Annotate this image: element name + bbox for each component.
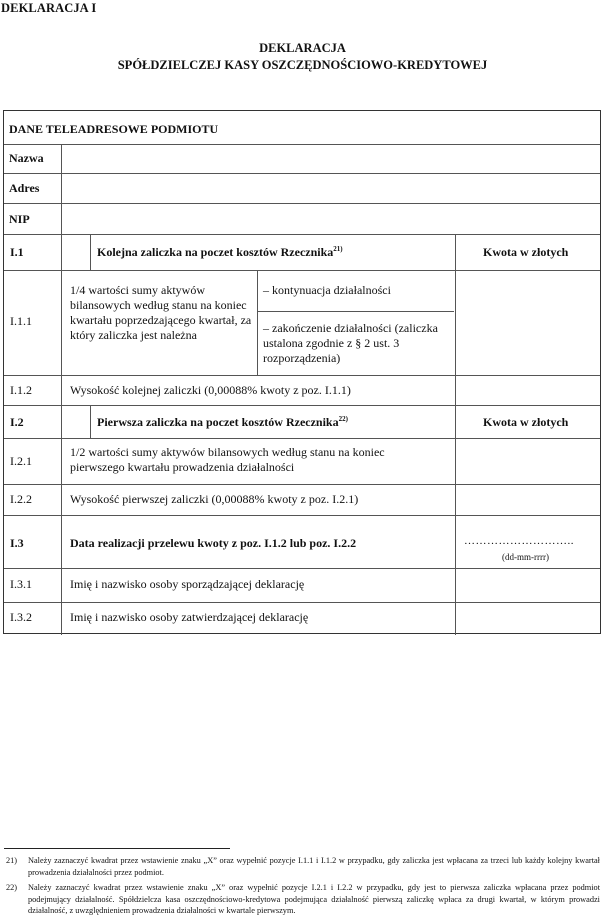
row-divider	[4, 173, 600, 174]
label-column-divider	[61, 144, 62, 235]
section-number: I.3	[10, 536, 24, 550]
assets-first-quarter-description: 1/2 wartości sumy aktywów bilansowych według stanu na koniec pierwszego kwartału prowadzenia działalności	[70, 445, 385, 474]
transfer-date-label: Data realizacji przelewu kwoty z poz. I.1.2 lub poz. I.2.2	[70, 536, 357, 550]
address-label: Adres	[9, 181, 40, 195]
row-divider	[4, 484, 600, 485]
section-title-first-advance: Pierwsza zaliczka na poczet kosztów Rzecznika$^{22)}$	[97, 415, 348, 429]
section-number: I.2	[10, 415, 24, 429]
option-continuation: – kontynuacja działalności	[263, 283, 391, 297]
section-title-next-advance: Kolejna zaliczka na poczet kosztów Rzecznika$^{21)}$	[97, 245, 343, 259]
section-number: I.1	[10, 245, 24, 259]
row-number: I.2.2	[10, 492, 32, 506]
footnote	[6, 855, 602, 878]
date-format-hint: (dd-mm-rrrr)	[502, 552, 549, 562]
document-title	[0, 40, 605, 74]
preparer-name-label: Imię i nazwisko osoby sporządzającej deklarację	[70, 577, 305, 591]
footnote-separator	[4, 848, 230, 849]
date-field[interactable]: ………………………..	[464, 535, 574, 547]
nip-label: NIP	[9, 212, 30, 226]
row-number: I.2.1	[10, 454, 32, 468]
footnote	[6, 882, 602, 917]
row-number: I.1.2	[10, 383, 32, 397]
footnote-ref: 21)	[333, 245, 343, 253]
footnote-text: Należy zaznaczyć kwadrat przez wstawienie znaku „X” oraz wypełnić pozycje I.1.1 i I.1.2 w przypadku, gdy zaliczka jest wpłacana za trzeci lub każdy kolejny kwartał prowadzenia działalności przez podmiot.	[28, 856, 600, 877]
row-divider	[4, 234, 600, 235]
name-label: Nazwa	[9, 151, 44, 165]
footnote-ref: 22)	[338, 415, 348, 423]
title-line-1: DEKLARACJA	[259, 41, 346, 55]
amount-column-divider	[455, 234, 456, 635]
checkbox-column-divider	[90, 234, 91, 271]
row-divider	[4, 515, 600, 516]
declaration-form	[3, 110, 601, 634]
checkbox-column-divider	[90, 405, 91, 439]
section-title-contact: DANE TELEADRESOWE PODMIOTU	[9, 122, 219, 136]
row-number: I.1.1	[10, 314, 32, 328]
footnote-ref: 22)	[6, 883, 18, 892]
approver-name-label: Imię i nazwisko osoby zatwierdzającej deklarację	[70, 610, 309, 624]
amount-header: Kwota w złotych	[483, 415, 569, 429]
option-divider	[257, 311, 454, 312]
amount-header: Kwota w złotych	[483, 245, 569, 259]
row-divider	[4, 568, 600, 569]
option-column-divider	[257, 270, 258, 376]
row-divider	[4, 270, 600, 271]
row-divider	[4, 405, 600, 406]
row-divider	[4, 438, 600, 439]
row-divider	[4, 203, 600, 204]
assets-quarter-description: 1/4 wartości sumy aktywów bilansowych według stanu na koniec kwartału poprzedzającego kwartał, za który zaliczka jest należna	[70, 283, 252, 342]
row-divider	[4, 602, 600, 603]
footnote-text: Należy zaznaczyć kwadrat przez wstawienie znaku „X” oraz wypełnić pozycje I.2.1 i I.2.2 w przypadku, gdy jest to pierwsza zaliczka wpłacana przez podmiot podejmujący działalność. Spółdzielcza kasa oszczędnościowo-kredytowa podejmująca działalność pierwszą zaliczkę wpłaca za drugi kwartał, w którym prowadzi działalność, z uwzględnieniem prowadzenia działalności w kwartale pierwszym.	[28, 883, 600, 915]
title-line-2: SPÓŁDZIELCZEJ KASY OSZCZĘDNOŚCIOWO-KREDYTOWEJ	[117, 58, 488, 72]
first-advance-amount-label: Wysokość pierwszej zaliczki (0,00088% kwoty z poz. I.2.1)	[70, 492, 359, 506]
footnote-ref: 21)	[6, 856, 18, 865]
row-number: I.3.2	[10, 610, 32, 624]
document-label: DEKLARACJA I	[1, 1, 97, 15]
row-divider	[4, 375, 600, 376]
row-divider	[4, 144, 600, 145]
option-termination: – zakończenie działalności (zaliczka ustalona zgodnie z § 2 ust. 3 rozporządzenia)	[263, 321, 438, 365]
next-advance-amount-label: Wysokość kolejnej zaliczki (0,00088% kwoty z poz. I.1.1)	[70, 383, 351, 397]
number-column-divider	[61, 234, 62, 635]
row-number: I.3.1	[10, 577, 32, 591]
